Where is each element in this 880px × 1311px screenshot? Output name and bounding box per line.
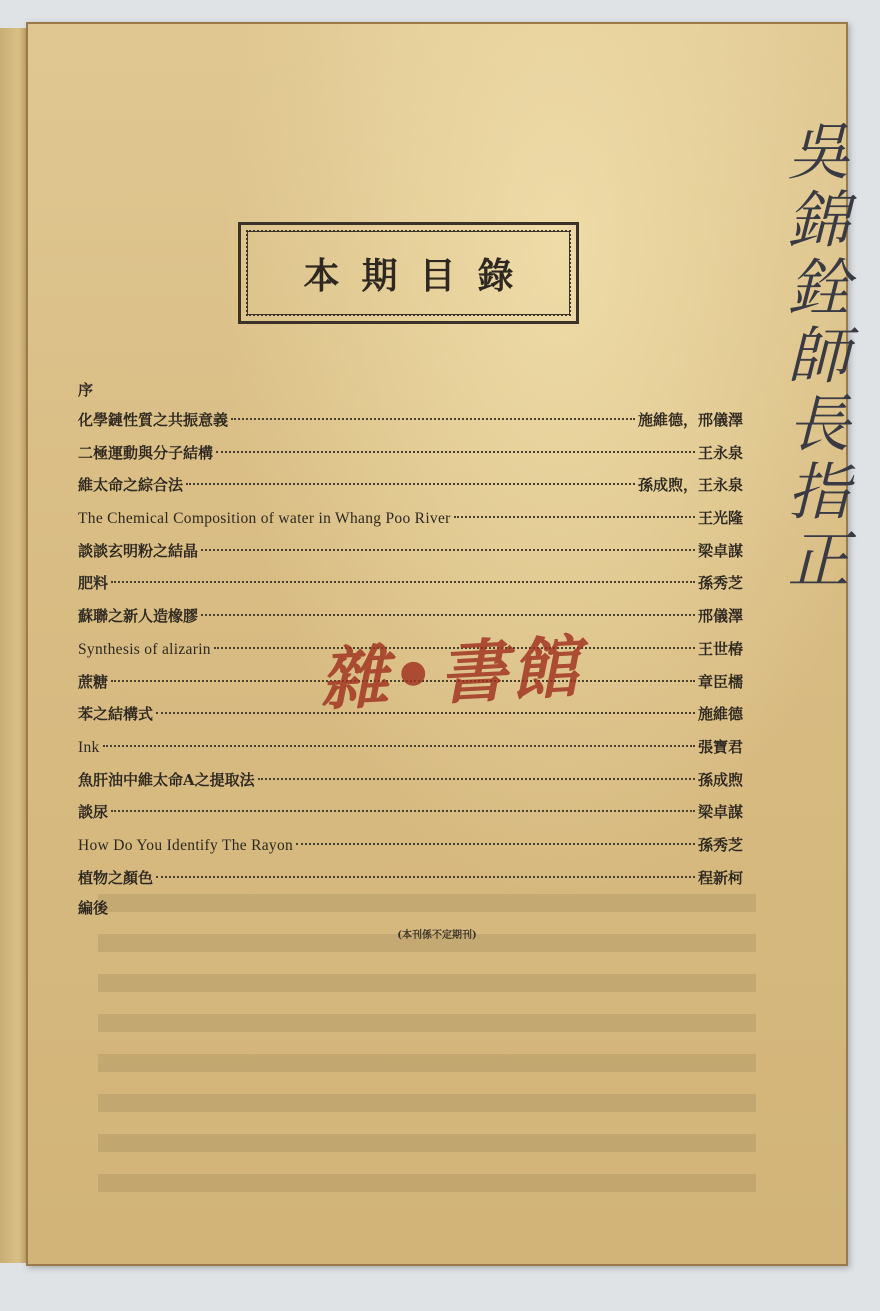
toc-entry-author: 程新柯 — [697, 868, 743, 887]
toc-entry — [78, 535, 743, 568]
toc-entry — [78, 437, 743, 470]
leader-dots — [201, 614, 695, 616]
toc-entry-title: 苯之結構式 — [78, 705, 154, 724]
toc-entry-title: 二極運動與分子結構 — [78, 443, 214, 462]
leader-dots — [201, 549, 695, 551]
toc-entry-author: 孫成煦 — [697, 770, 743, 789]
toc-entry-title: 維太命之綜合法 — [78, 476, 184, 495]
toc-entry-title: 蔗糖 — [78, 672, 109, 691]
toc-entry — [78, 567, 743, 600]
toc-entry-title: 肥料 — [78, 574, 109, 593]
toc-entry — [78, 404, 743, 437]
toc-entry-title: 植物之顏色 — [78, 868, 154, 887]
toc-entry — [78, 796, 743, 829]
toc-entry-author: 王世椿 — [697, 639, 743, 658]
toc-entry-author: 施維德，邢儀澤 — [637, 411, 743, 429]
toc-entry-author: 梁卓謀 — [697, 803, 743, 822]
toc-entry-author: 張寶君 — [697, 737, 743, 756]
toc-entry-title: 談尿 — [78, 803, 109, 822]
toc-entry-author: 王光隆 — [697, 509, 743, 528]
toc-entry — [78, 731, 743, 764]
toc-entry-title: How Do You Identify The Rayon — [78, 836, 294, 854]
leader-dots — [111, 581, 695, 583]
document-page — [26, 22, 848, 1266]
leader-dots — [454, 516, 695, 518]
toc-entry-title: 化學鏈性質之共振意義 — [78, 411, 229, 429]
toc-entry-author: 王永泉 — [697, 443, 743, 462]
library-stamp: 雜•書館 — [317, 626, 585, 721]
toc-entry-title: 談談玄明粉之結晶 — [78, 541, 199, 560]
leader-dots — [296, 843, 695, 845]
toc-title: 本期目錄 — [303, 254, 536, 297]
toc-entry-title: Ink — [78, 738, 100, 756]
toc-entry-author: 邢儀澤 — [697, 607, 743, 626]
leader-dots — [111, 810, 695, 812]
toc-entry-author: 章臣檽 — [697, 672, 743, 691]
toc-entry — [78, 764, 743, 797]
toc-entry-title: 蘇聯之新人造橡膠 — [78, 607, 199, 626]
handwritten-inscription: 吳錦銓師長指正 — [777, 119, 850, 595]
toc-entry-author: 梁卓謀 — [697, 541, 743, 560]
toc-entry — [78, 862, 743, 895]
toc-entry-author: 施維德 — [697, 705, 743, 724]
toc-entry-title: Synthesis of alizarin — [78, 640, 211, 658]
toc-entry — [78, 829, 743, 862]
toc-afterword: 編後 — [78, 899, 109, 918]
leader-dots — [231, 418, 635, 420]
leader-dots — [103, 745, 695, 747]
toc-entry — [78, 469, 743, 502]
toc-preface: 序 — [78, 381, 94, 399]
toc-entry-title: The Chemical Composition of water in Whang Poo River — [78, 510, 451, 528]
leader-dots — [216, 451, 695, 453]
toc-entry-author: 孫秀芝 — [697, 574, 743, 593]
leader-dots — [186, 483, 635, 485]
toc-entry-author: 孫秀芝 — [697, 835, 743, 854]
leader-dots — [156, 876, 695, 878]
toc-title-frame — [238, 222, 579, 324]
toc-entry — [78, 502, 743, 535]
toc-entry-author: 孫成煦，王永泉 — [637, 476, 743, 495]
leader-dots — [258, 778, 695, 780]
toc-entry-title: 魚肝油中維太命A之提取法 — [78, 770, 255, 789]
publication-note: (本刊係不定期刊) — [397, 930, 477, 941]
